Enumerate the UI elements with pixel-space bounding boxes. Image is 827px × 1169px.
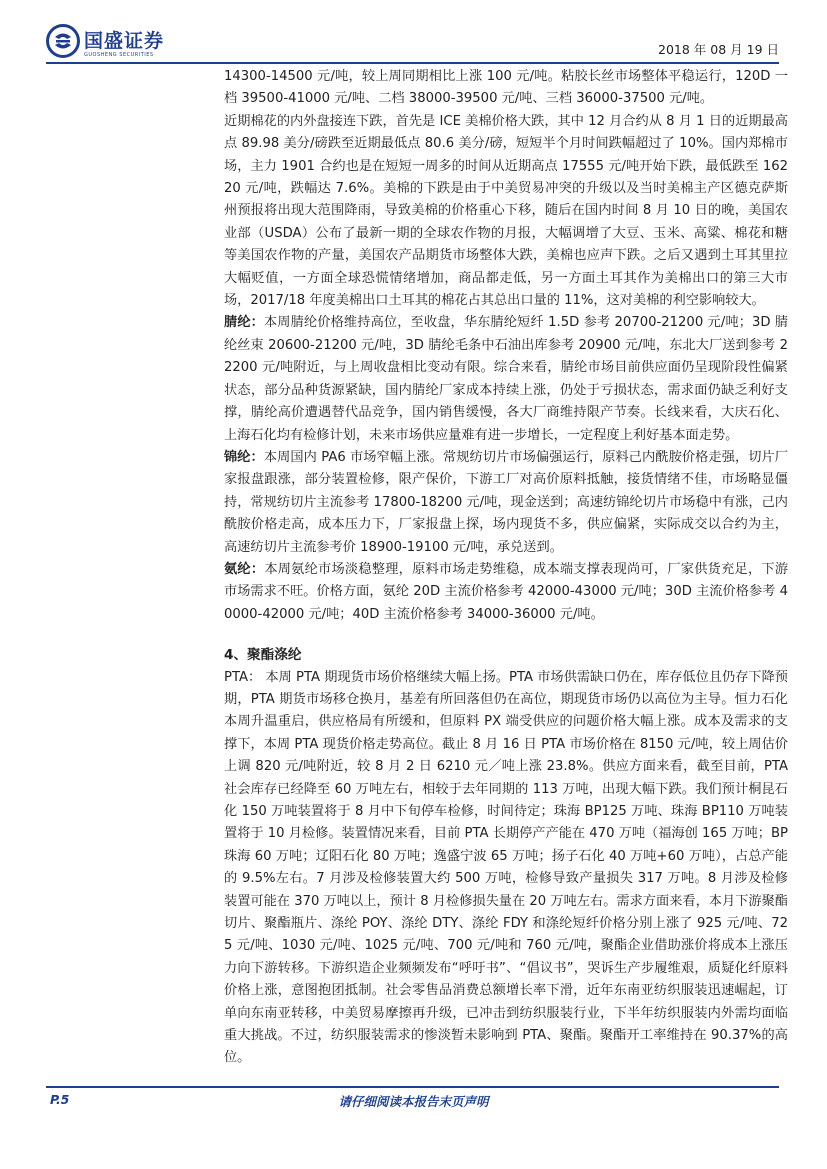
main-content — [224, 66, 788, 1070]
acrylic-text: 本周腈纶价格维持高位，至收盘，华东腈纶短纤 1.5D 参考 20700-21200 元/吨；3D 腈纶丝束 20600-21200 元/吨，3D 腈纶毛条中石油出库参考 20900 元/吨，东北大厂送到参考 22200 元/吨附近，与上周收盘相比变动有限。综合来看，腈纶市场目前供应面仍呈现阶段性偏紧状态，部分品种货源紧缺，国内腈纶厂家成本持续上涨，仍处于亏损状态，需求面仍缺乏利好支撑，腈纶高价遭遇替代品竞争，国内销售缓慢，各大厂商维持限产节奏。长线来看，大庆石化、上海石化均有检修计划，未来市场供应量难有进一步增长，一定程度上利好基本面走势。 — [224, 315, 789, 443]
paragraph-cotton: 近期棉花的内外盘接连下跌，首先是 ICE 美棉价格大跌，其中 12 月合约从 8 月 1 日的近期最高点 89.98 美分/磅跌至近期最低点 80.6 美分/磅，短短半个月时间跌幅超过了 10%。国内郑棉市场，主力 1901 合约也是在短短一周多的时间从近期高点 17555 元/吨开始下跌，最低跌至 16220 元/吨，跌幅达 7.6%。美棉的下跌是由于中美贸易冲突的升级以及当时美棉主产区德克萨斯州预报将出现大范围降雨，导致美棉的价格重心下移，随后在国内时间 8 月 10 日的晚，美国农业部（USDA）公布了最新一期的全球农作物的月报，大幅调增了大豆、玉米、高粱、棉花和糖等美国农作物的产量，美国农产品期货市场整体大跌，美棉也应声下跌。之后又遇到土耳其里拉大幅贬值，一方面全球恐慌情绪增加，商品都走低，另一方面土耳其作为美棉出口的第三大市场，2017/18 年度美棉出口土耳其的棉花占其总出口量的 11%，这对美棉的利空影响较大。 — [224, 113, 788, 309]
paragraph-viscose: 14300-14500 元/吨，较上周同期相比上涨 100 元/吨。粘胶长丝市场整体平稳运行，120D 一档 39500-41000 元/吨、二档 38000-39500 元/吨、三档 36000-37500 元/吨。 — [224, 69, 788, 107]
nylon-text: 本周国内 PA6 市场窄幅上涨。常规纺切片市场偏强运行，原料己内酰胺价格走强，切片厂家报盘跟涨，部分装置检修，限产保价，下游工厂对高价原料抵触，接货情绪不佳，市场略显僵持，常规纺切片主流参考 17800-18200 元/吨，现金送到；高速纺锦纶切片市场稳中有涨，己内酰胺价格走高，成本压力下，厂家报盘上探，场内现货不多，供应偏紧，实际成交以合约为主，高速纺切片主流参考价 18900-19100 元/吨，承兑送到。 — [224, 449, 788, 555]
logo-text: 国盛证券 — [84, 30, 165, 52]
paragraph-spandex — [224, 559, 788, 626]
paragraph-pta: PTA： 本周 PTA 期现货市场价格继续大幅上扬。PTA 市场供需缺口仍在，库存低位且仍存下降预期，PTA 期货市场移仓换月，基差有所回落但仍在高位，期现货市场仍以高位为主导。恒力石化本周升温重启，供应格局有所缓和，但原料 PX 端受供应的问题价格大幅上涨。成本及需求的支撑下，本周 PTA 现货价格走势高位。截止 8 月 16 日 PTA 市场价格在 8150 元/吨，较上周估价上调 820 元/吨附近，较 8 月 2 日 6210 元／吨上涨 23.8%。供应方面来看，截至目前，PTA 社会库存已经降至 60 万吨左右，相较于去年同期的 113 万吨，出现大幅下跌。我们预计桐昆石化 150 万吨装置将于 8 月中下旬停车检修，时间待定；珠海 BP125 万吨、珠海 BP110 万吨装置将于 10 月检修。装置情况来看，目前 PTA 长期停产产能在 470 万吨（福海创 165 万吨；BP 珠海 60 万吨；辽阳石化 80 万吨；逸盛宁波 65 万吨；扬子石化 40 万吨+60 万吨），占总产能的 9.5%左右。7 月涉及检修装置大约 500 万吨，检修导致产量损失 317 万吨。8 月涉及检修装置可能在 370 万吨以上，预计 8 月检修损失量在 20 万吨左右。需求方面来看，本月下游聚酯切片、聚酯瓶片、涤纶 POY、涤纶 DTY、涤纶 FDY 和涤纶短纤价格分别上涨了 925 元/吨、725 元/吨、1030 元/吨、1025 元/吨、700 元/吨和 760 元/吨，聚酯企业借助涨价将成本上涨压力向下游转移。下游织造企业频频发布“呼吁书”、“倡议书”，哭诉生产步履维艰，质疑化纤原料价格上涨，意图抱团抵制。社会零售品消费总额增长率下滑，近年东南亚纺织服装迅速崛起，订单向东南亚转移，中美贸易摩擦再升级，已冲击到纺织服装行业，下半年纺织服装内外需均面临重大挑战。不过，纺织服装需求的惨淡暂未影响到 PTA、聚酯。聚酯开工率维持在 90.37%的高位。 — [224, 669, 788, 1066]
acrylic-label: 腈纶： — [224, 315, 264, 331]
company-logo — [46, 24, 176, 60]
nylon-label: 锦纶： — [224, 449, 264, 465]
section-title-polyester: 4、聚酯涤纶 — [224, 647, 302, 664]
footer-disclaimer: 请仔细阅读本报告末页声明 — [338, 1094, 489, 1109]
logo-subtext: GUOSHENG SECURITIES — [84, 52, 154, 58]
header-divider — [46, 62, 779, 64]
spandex-text: 本周氨纶市场淡稳整理，原料市场走势维稳，成本端支撑表现尚可，厂家供货充足，下游市场需求不旺。价格方面，氨纶 20D 主流价格参考 42000-43000 元/吨；30D 主流价格参考 40000-42000 元/吨；40D 主流价格参考 34000-36000 元/吨。 — [224, 561, 789, 622]
section-gap — [224, 626, 788, 644]
page-header — [0, 0, 827, 66]
footer-divider — [46, 1086, 779, 1088]
paragraph-nylon — [224, 447, 788, 559]
page-number: P.5 — [50, 1092, 70, 1107]
spandex-label: 氨纶： — [224, 561, 265, 577]
paragraph-acrylic — [224, 312, 788, 446]
report-date: 2018 年 08 月 19 日 — [658, 42, 779, 57]
guosheng-logo-icon — [46, 24, 80, 58]
